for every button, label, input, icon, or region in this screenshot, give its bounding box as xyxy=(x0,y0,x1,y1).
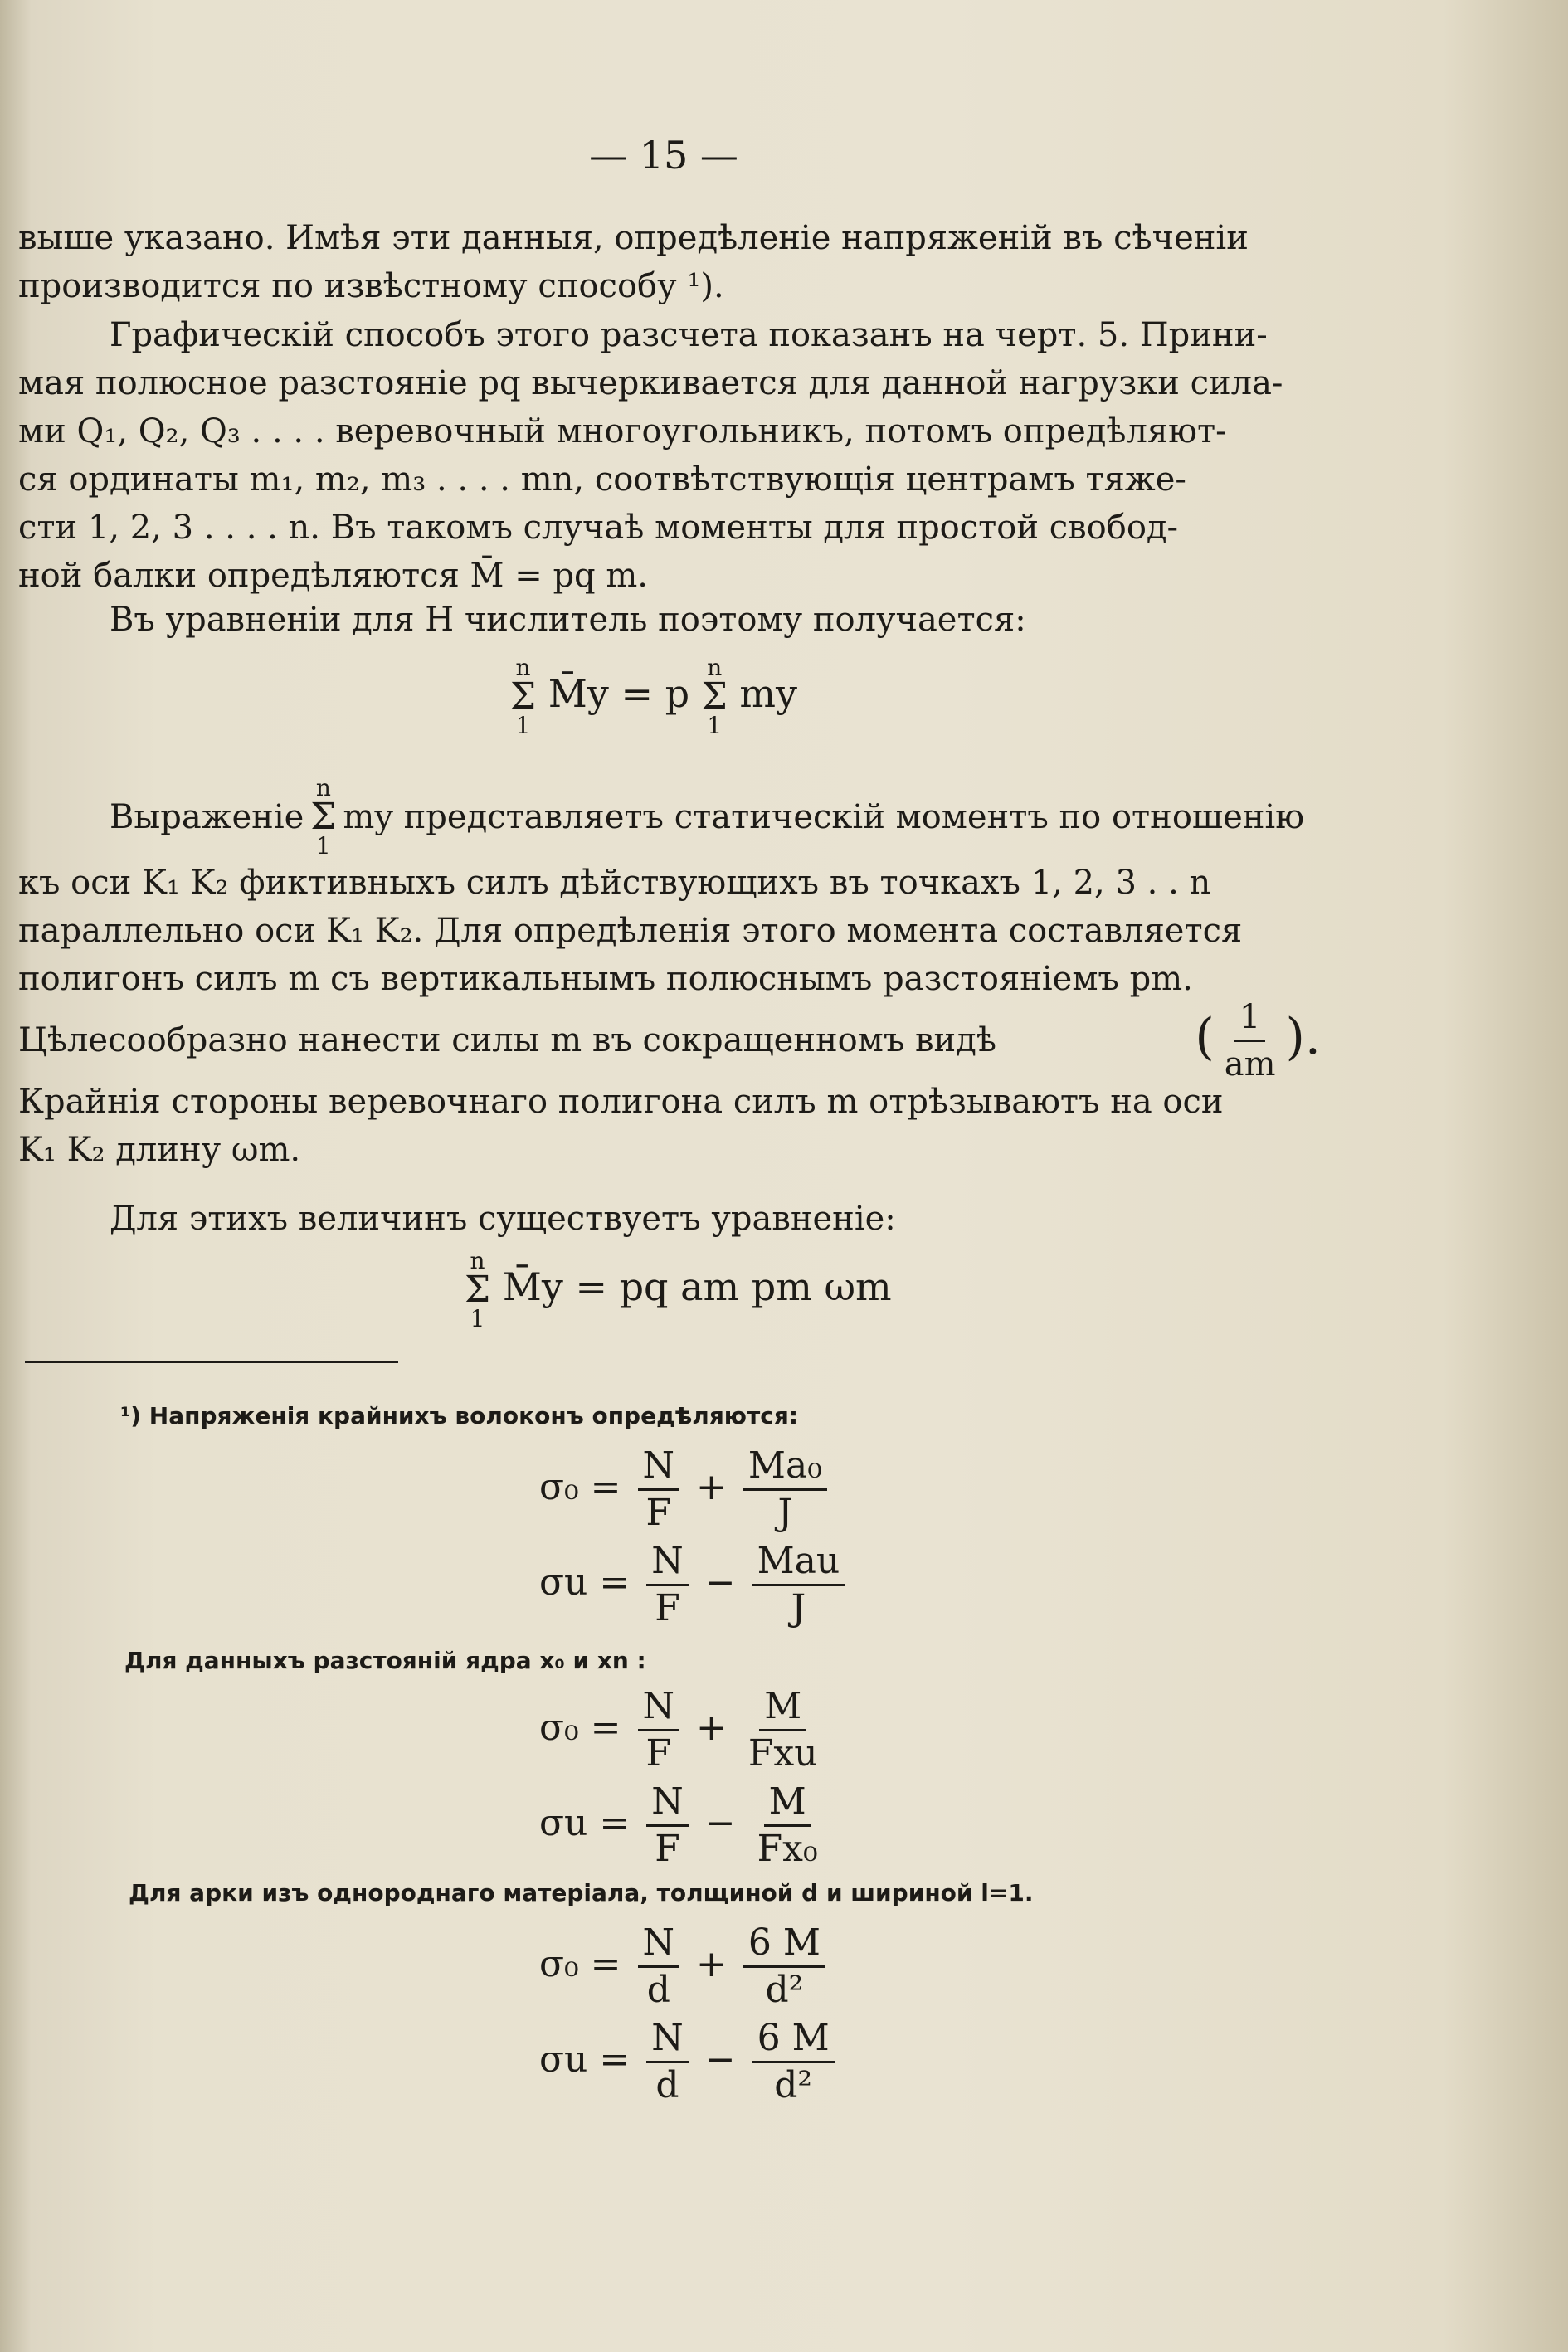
text-line: Цѣлесообразно нанести силы m въ сокращенномъ видѣ ( $\frac{1}{am}$ ). xyxy=(18,1003,1321,1078)
equation-body: M̄y = pq am pm ωm xyxy=(502,1264,892,1309)
paragraph-2 xyxy=(18,311,1321,600)
text-line: Въ уравненіи для H числитель поэтому получается: xyxy=(110,601,1026,639)
text-line: Крайнія стороны веревочнаго полигона силъ m отрѣзываютъ на оси xyxy=(18,1083,1224,1121)
footnote-arch-text: Для арки изъ однороднаго матеріала, толщиной d и шириной l=1. xyxy=(129,1879,1034,1906)
equation-1 xyxy=(510,655,797,738)
sum-symbol: n Σ 1 xyxy=(310,774,337,859)
text-line: къ оси K₁ K₂ фиктивныхъ силъ дѣйствующихъ въ точкахъ 1, 2, 3 . . n xyxy=(18,864,1211,902)
text-line: производится по извѣстному способу ¹). xyxy=(18,267,724,305)
paragraph-5 xyxy=(18,1195,1321,1243)
paragraph-3 xyxy=(18,596,1321,644)
text-line: K₁ K₂ длину ωm. xyxy=(18,1131,301,1169)
sum-symbol: n Σ 1 xyxy=(465,1247,491,1332)
footnote-intro: ¹) Напряженія крайнихъ волоконъ опредѣляются: xyxy=(120,1402,799,1429)
paragraph-4 xyxy=(18,776,1321,1174)
text-line: ми Q₁, Q₂, Q₃ . . . . веревочный многоугольникъ, потомъ опредѣляют- xyxy=(18,412,1227,450)
formula-6: σu = $\frac{N}{d}$ − $\frac{6 M}{\text{d²}}$ xyxy=(539,2016,840,2108)
footnote-kernel-text: Для данныхъ разстояній ядра x₀ и xn : xyxy=(124,1647,646,1674)
paragraph-1 xyxy=(18,214,1321,310)
text-line: ся ординаты m₁, m₂, m₃ . . . . mn, соотвѣтствующія центрамъ тяже- xyxy=(18,460,1186,499)
text-line: полигонъ силъ m съ вертикальнымъ полюснымъ разстояніемъ pm. xyxy=(18,960,1193,998)
sum-symbol: n Σ 1 xyxy=(510,654,537,739)
equation-right: my xyxy=(739,671,798,716)
equation-2 xyxy=(465,1249,892,1332)
text-line: параллельно оси K₁ K₂. Для опредѣленія этого момента составляется xyxy=(18,912,1243,950)
page-number: — 15 — xyxy=(589,133,738,178)
text-line: Выраженіе n Σ 1 my представляетъ статическій моментъ по отношенію xyxy=(110,774,1305,859)
formula-1: σ₀ = $\frac{N}{F}$ + $\frac{\text{Ma₀}}{J}$ xyxy=(539,1444,832,1536)
sum-symbol: n Σ 1 xyxy=(701,654,728,739)
footnote-rule xyxy=(25,1361,398,1363)
text-line: Для этихъ величинъ существуетъ уравненіе: xyxy=(110,1200,896,1238)
formula-3: σ₀ = $\frac{N}{F}$ + $\frac{M}{\text{Fxu}}$ xyxy=(539,1685,818,1775)
formula-4: σu = $\frac{N}{F}$ − $\frac{M}{\text{Fx₀}}$ xyxy=(539,1780,818,1870)
text-line: мая полюсное разстояніе pq вычеркивается для данной нагрузки сила- xyxy=(18,364,1283,402)
text-line: ной балки опредѣляются M̄ = pq m. xyxy=(18,557,649,595)
text-line: выше указано. Имѣя эти данныя, опредѣленіе напряженій въ сѣченіи xyxy=(18,219,1249,257)
formula-2: σu = $\frac{N}{F}$ − $\frac{\text{Mau}}{J}$ xyxy=(539,1539,850,1631)
text-line: сти 1, 2, 3 . . . . n. Въ такомъ случаѣ моменты для простой свобод- xyxy=(18,509,1179,547)
equation-left: M̄y = p xyxy=(548,671,690,716)
text-line: Графическій способъ этого разсчета показанъ на черт. 5. Прини- xyxy=(110,316,1268,354)
formula-5: σ₀ = $\frac{N}{d}$ + $\frac{6 M}{\text{d²}}$ xyxy=(539,1921,830,2013)
